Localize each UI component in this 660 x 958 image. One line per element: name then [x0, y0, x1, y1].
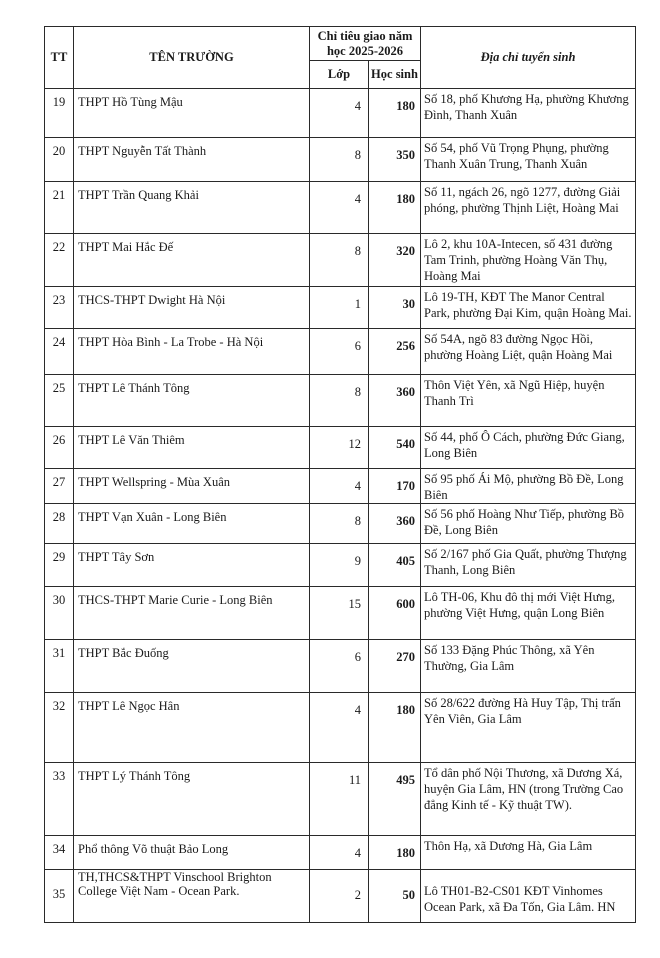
row-number: 19: [45, 89, 74, 138]
enrollment-address: Số 18, phố Khương Hạ, phường Khương Đình, Thanh Xuân: [421, 89, 636, 138]
row-number: 22: [45, 234, 74, 287]
school-name: TH,THCS&THPT Vinschool Brighton College Việt Nam - Ocean Park.: [74, 870, 310, 923]
quota-table-document: [44, 26, 636, 923]
class-count: 9: [310, 544, 369, 587]
row-number: 31: [45, 640, 74, 693]
table-row: [45, 587, 636, 640]
student-count: 256: [369, 329, 421, 375]
row-number: 29: [45, 544, 74, 587]
row-number: 20: [45, 138, 74, 182]
row-number: 26: [45, 427, 74, 469]
row-number: 33: [45, 763, 74, 836]
enrollment-address: Số 95 phố Ái Mộ, phường Bồ Đề, Long Biên: [421, 469, 636, 504]
student-count: 360: [369, 504, 421, 544]
school-name: THPT Mai Hắc Đế: [74, 234, 310, 287]
student-count: 320: [369, 234, 421, 287]
class-count: 4: [310, 89, 369, 138]
student-count: 270: [369, 640, 421, 693]
row-number: 24: [45, 329, 74, 375]
school-name: THPT Tây Sơn: [74, 544, 310, 587]
class-count: 11: [310, 763, 369, 836]
student-count: 600: [369, 587, 421, 640]
table-row: [45, 427, 636, 469]
school-name: THPT Lý Thánh Tông: [74, 763, 310, 836]
enrollment-quota-table: [44, 26, 636, 923]
class-count: 12: [310, 427, 369, 469]
enrollment-address: Lô 19-TH, KĐT The Manor Central Park, phường Đại Kim, quận Hoàng Mai.: [421, 287, 636, 329]
student-count: 350: [369, 138, 421, 182]
row-number: 34: [45, 836, 74, 870]
table-row: [45, 234, 636, 287]
table-row: [45, 182, 636, 234]
table-row: [45, 544, 636, 587]
enrollment-address: Số 56 phố Hoàng Như Tiếp, phường Bồ Đề, Long Biên: [421, 504, 636, 544]
enrollment-address: Thôn Việt Yên, xã Ngũ Hiệp, huyện Thanh Trì: [421, 375, 636, 427]
class-count: 1: [310, 287, 369, 329]
table-row: [45, 836, 636, 870]
header-quota-line2: học 2025-2026: [326, 43, 404, 58]
student-count: 170: [369, 469, 421, 504]
header-classes: Lớp: [310, 61, 369, 89]
table-row: [45, 329, 636, 375]
school-name: Phổ thông Võ thuật Bảo Long: [74, 836, 310, 870]
student-count: 540: [369, 427, 421, 469]
enrollment-address: Số 54, phố Vũ Trọng Phụng, phường Thanh Xuân Trung, Thanh Xuân: [421, 138, 636, 182]
class-count: 4: [310, 182, 369, 234]
enrollment-address: Số 133 Đặng Phúc Thông, xã Yên Thường, Gia Lâm: [421, 640, 636, 693]
table-row: [45, 138, 636, 182]
school-name: THPT Trần Quang Khải: [74, 182, 310, 234]
school-name: THPT Lê Văn Thiêm: [74, 427, 310, 469]
table-row: [45, 287, 636, 329]
school-name: THPT Bắc Đuống: [74, 640, 310, 693]
class-count: 4: [310, 469, 369, 504]
school-name: THPT Hồ Tùng Mậu: [74, 89, 310, 138]
student-count: 180: [369, 182, 421, 234]
class-count: 6: [310, 640, 369, 693]
school-name: THPT Lê Ngọc Hân: [74, 693, 310, 763]
row-number: 27: [45, 469, 74, 504]
class-count: 2: [310, 870, 369, 923]
class-count: 8: [310, 375, 369, 427]
school-name: THPT Hòa Bình - La Trobe - Hà Nội: [74, 329, 310, 375]
header-school-name: TÊN TRƯỜNG: [74, 27, 310, 89]
student-count: 405: [369, 544, 421, 587]
table-row: [45, 640, 636, 693]
student-count: 180: [369, 836, 421, 870]
student-count: 495: [369, 763, 421, 836]
school-name: THCS-THPT Dwight Hà Nội: [74, 287, 310, 329]
enrollment-address: Số 11, ngách 26, ngõ 1277, đường Giải phóng, phường Thịnh Liệt, Hoàng Mai: [421, 182, 636, 234]
class-count: 8: [310, 234, 369, 287]
student-count: 360: [369, 375, 421, 427]
table-body: [45, 89, 636, 923]
school-name: THPT Lê Thánh Tông: [74, 375, 310, 427]
header-address: Địa chỉ tuyển sinh: [421, 27, 636, 89]
class-count: 6: [310, 329, 369, 375]
class-count: 4: [310, 693, 369, 763]
class-count: 8: [310, 138, 369, 182]
enrollment-address: Thôn Hạ, xã Dương Hà, Gia Lâm: [421, 836, 636, 870]
row-number: 32: [45, 693, 74, 763]
header-quota: [310, 27, 421, 61]
student-count: 180: [369, 693, 421, 763]
table-row: [45, 870, 636, 923]
table-row: [45, 375, 636, 427]
table-row: [45, 469, 636, 504]
table-row: [45, 89, 636, 138]
enrollment-address: Số 28/622 đường Hà Huy Tập, Thị trấn Yên Viên, Gia Lâm: [421, 693, 636, 763]
row-number: 28: [45, 504, 74, 544]
enrollment-address: Số 2/167 phố Gia Quất, phường Thượng Thanh, Long Biên: [421, 544, 636, 587]
student-count: 30: [369, 287, 421, 329]
student-count: 50: [369, 870, 421, 923]
school-name: THPT Vạn Xuân - Long Biên: [74, 504, 310, 544]
class-count: 4: [310, 836, 369, 870]
header-students: Học sinh: [369, 61, 421, 89]
row-number: 21: [45, 182, 74, 234]
enrollment-address: Số 44, phố Ô Cách, phường Đức Giang, Long Biên: [421, 427, 636, 469]
student-count: 180: [369, 89, 421, 138]
table-row: [45, 693, 636, 763]
enrollment-address: Số 54A, ngõ 83 đường Ngọc Hồi, phường Hoàng Liệt, quận Hoàng Mai: [421, 329, 636, 375]
school-name: THPT Wellspring - Mùa Xuân: [74, 469, 310, 504]
school-name: THCS-THPT Marie Curie - Long Biên: [74, 587, 310, 640]
enrollment-address: Lô TH01-B2-CS01 KĐT Vinhomes Ocean Park, xã Đa Tốn, Gia Lâm. HN: [421, 870, 636, 923]
enrollment-address: Lô TH-06, Khu đô thị mới Việt Hưng, phường Việt Hưng, quận Long Biên: [421, 587, 636, 640]
table-row: [45, 763, 636, 836]
row-number: 35: [45, 870, 74, 923]
enrollment-address: Lô 2, khu 10A-Intecen, số 431 đường Tam Trinh, phường Hoàng Văn Thụ, Hoàng Mai: [421, 234, 636, 287]
header-tt: TT: [45, 27, 74, 89]
class-count: 8: [310, 504, 369, 544]
row-number: 25: [45, 375, 74, 427]
row-number: 23: [45, 287, 74, 329]
row-number: 30: [45, 587, 74, 640]
school-name: THPT Nguyễn Tất Thành: [74, 138, 310, 182]
header-quota-line1: Chỉ tiêu giao năm: [317, 28, 413, 43]
class-count: 15: [310, 587, 369, 640]
enrollment-address: Tổ dân phố Nội Thương, xã Dương Xá, huyện Gia Lâm, HN (trong Trường Cao đẳng Kinh tế - Kỹ thuật TW).: [421, 763, 636, 836]
table-row: [45, 504, 636, 544]
